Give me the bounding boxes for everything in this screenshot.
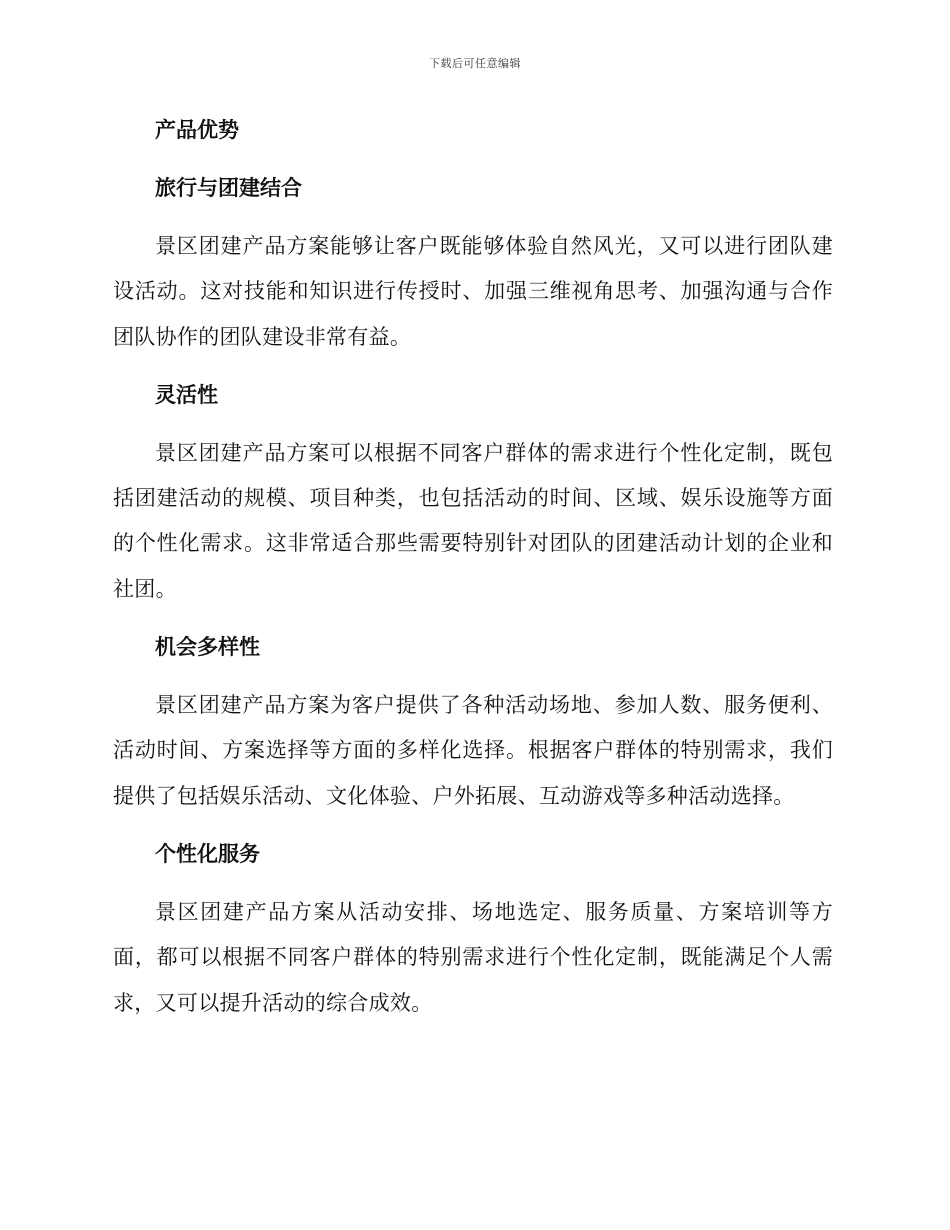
section-paragraph-personalized-service: 景区团建产品方案从活动安排、场地选定、服务质量、方案培训等方面，都可以根据不同客户群体的特别需求进行个性化定制，既能满足个人需求，又可以提升活动的综合成效。 [113,899,833,1015]
section-paragraph-diversity: 景区团建产品方案为客户提供了各种活动场地、参加人数、服务便利、活动时间、方案选择等方面的多样化选择。根据客户群体的特别需求，我们提供了包括娱乐活动、文化体验、户外拓展、互动游戏等多种活动选择。 [113,693,833,808]
section-paragraph-flexibility: 景区团建产品方案可以根据不同客户群体的需求进行个性化定制，既包括团建活动的规模、项目种类，也包括活动的时间、区域、娱乐设施等方面的个性化需求。这非常适合那些需要特别针对团队的团建活动计划的企业和社团。 [113,440,833,601]
section-heading-product-advantages: 产品优势 [155,118,239,142]
section-heading-personalized-service: 个性化服务 [155,841,260,866]
section-paragraph-travel-teambuilding: 景区团建产品方案能够让客户既能够体验自然风光，又可以进行团队建设活动。这对技能和知识进行传授时、加强三维视角思考、加强沟通与合作团队协作的团队建设非常有益。 [113,234,833,349]
section-heading-travel-teambuilding: 旅行与团建结合 [155,176,302,200]
header-note: 下载后可任意编辑 [429,57,521,70]
document-body [113,108,833,1039]
section-heading-diversity: 机会多样性 [155,635,260,660]
section-heading-flexibility: 灵活性 [155,382,218,407]
